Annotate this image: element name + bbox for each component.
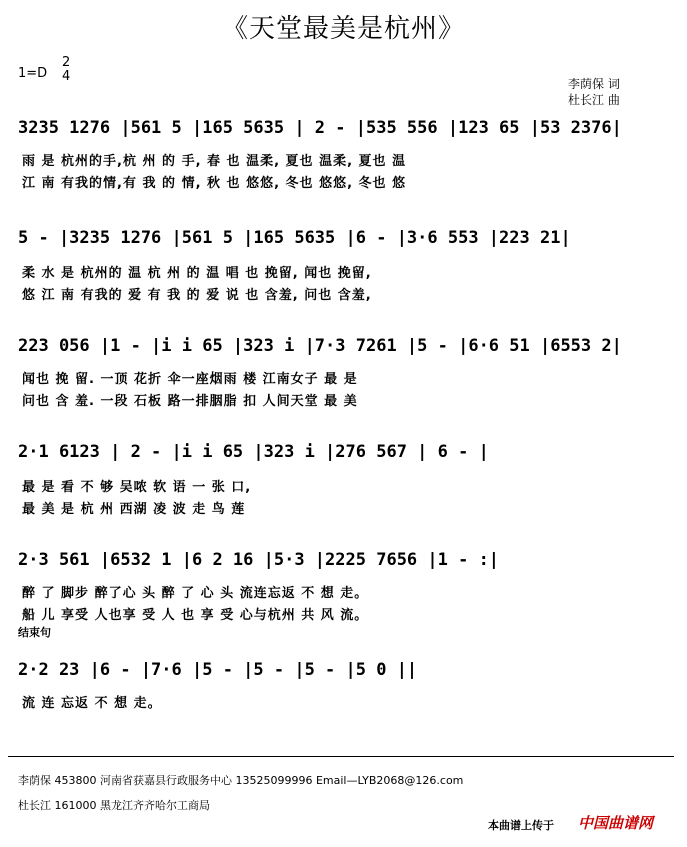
key-signature: 1=D (18, 66, 48, 81)
notation-row-4: 2·1 6123 | 2 - |i i 65 |323 i |276 567 | 6 - | (18, 442, 489, 462)
time-signature (62, 56, 70, 84)
footer-divider (8, 756, 674, 757)
lyric-row-6: 流 连 忘返 不 想 走。 (22, 696, 162, 711)
credits (568, 76, 620, 108)
ending-phrase-label: 结束句 (18, 626, 51, 639)
time-signature-bottom: 4 (62, 69, 71, 84)
lyric-row-4-verse-2: 最 美 是 杭 州 西湖 凌 波 走 鸟 莲 (22, 502, 246, 517)
lyric-row-4-verse-1: 最 是 看 不 够 吴哝 软 语 一 张 口, (22, 480, 252, 495)
contact-line-1: 李荫保 453800 河南省获嘉县行政服务中心 13525099996 Email—LYB2068@126.com (18, 774, 464, 787)
notation-row-3: 223 056 |1 - |i i 65 |323 i |7·3 7261 |5 - |6·6 51 |6553 2| (18, 336, 622, 356)
lyric-row-1-verse-2: 江 南 有我的情,有 我 的 情, 秋 也 悠悠, 冬也 悠悠, 冬也 悠 (22, 176, 407, 191)
upload-caption: 本曲谱上传于 (488, 819, 554, 832)
site-logo[interactable] (578, 812, 653, 833)
composer-credit: 杜长江 曲 (568, 93, 620, 107)
notation-row-2: 5 - |3235 1276 |561 5 |165 5635 |6 - |3·6 553 |223 21| (18, 228, 571, 248)
lyric-row-3-verse-2: 问也 含 羞. 一段 石板 路一排胭脂 扣 人间天堂 最 美 (22, 394, 358, 409)
notation-row-5: 2·3 561 |6532 1 |6 2 16 |5·3 |2225 7656 |1 - :| (18, 550, 500, 570)
notation-row-6: 2·2 23 |6 - |7·6 |5 - |5 - |5 - |5 0 || (18, 660, 418, 680)
lyricist-credit: 李荫保 词 (568, 77, 620, 91)
lyric-row-5-verse-2: 船 儿 享受 人也享 受 人 也 享 受 心与杭州 共 风 流。 (22, 608, 369, 623)
lyric-row-3-verse-1: 闻也 挽 留. 一顶 花折 伞一座烟雨 楼 江南女子 最 是 (22, 372, 358, 387)
song-title: 《天堂最美是杭州》 (221, 14, 465, 44)
contact-line-2: 杜长江 161000 黑龙江齐齐哈尔工商局 (18, 799, 210, 812)
lyric-row-1-verse-1: 雨 是 杭州的手,杭 州 的 手, 春 也 温柔, 夏也 温柔, 夏也 温 (22, 154, 407, 169)
site-logo-text: 中国曲谱网 (578, 814, 654, 832)
lyric-row-2-verse-1: 柔 水 是 杭州的 温 杭 州 的 温 唱 也 挽留, 闻也 挽留, (22, 266, 372, 281)
time-signature-top: 2 (62, 55, 71, 70)
lyric-row-5-verse-1: 醉 了 脚步 醉了心 头 醉 了 心 头 流连忘返 不 想 走。 (22, 586, 369, 601)
lyric-row-2-verse-2: 悠 江 南 有我的 爱 有 我 的 爱 说 也 含羞, 问也 含羞, (22, 288, 372, 303)
notation-row-1: 3235 1276 |561 5 |165 5635 | 2 - |535 556 |123 65 |53 2376| (18, 118, 622, 138)
